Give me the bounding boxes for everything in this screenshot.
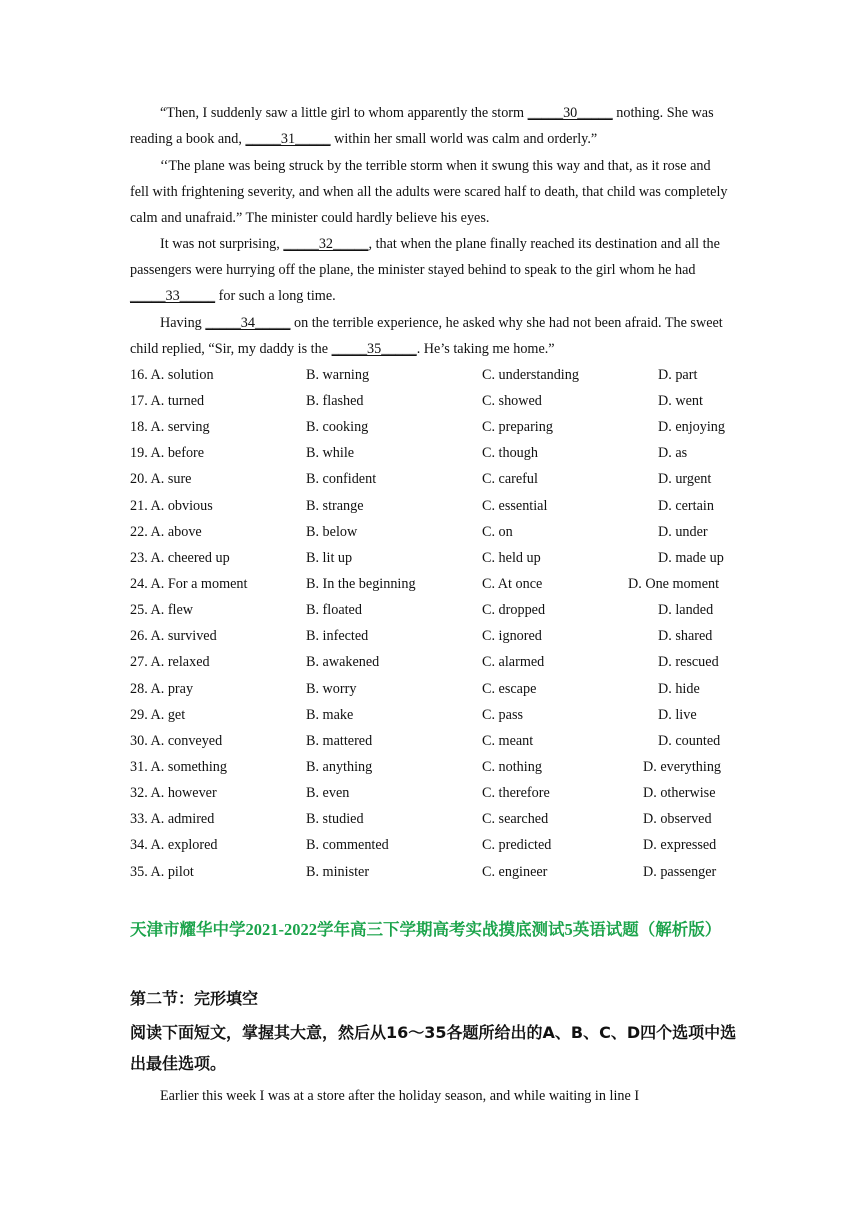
option-c: C. meant	[482, 733, 534, 749]
option-a: 29. A. get	[130, 707, 186, 723]
option-c: C. ignored	[482, 628, 542, 644]
option-c: C. therefore	[482, 785, 550, 801]
option-c: C. predicted	[482, 837, 552, 853]
option-row-24	[130, 571, 750, 597]
option-a: 16. A. solution	[130, 367, 214, 383]
option-d: D. part	[658, 367, 698, 383]
option-c: C. engineer	[482, 864, 548, 880]
option-row-25	[130, 597, 750, 623]
option-row-33	[130, 806, 750, 832]
option-row-17	[130, 388, 750, 414]
option-c: C. understanding	[482, 367, 579, 383]
option-c: C. dropped	[482, 602, 546, 618]
section-heading: 第二节：完形填空	[130, 989, 259, 1008]
blank-30: _____30_____	[527, 105, 613, 121]
option-a: 35. A. pilot	[130, 864, 194, 880]
option-c: C. on	[482, 524, 513, 540]
option-c: C. though	[482, 445, 538, 461]
option-b: B. cooking	[306, 419, 369, 435]
option-row-16	[130, 362, 750, 388]
option-a: 34. A. explored	[130, 837, 218, 853]
p4-text-3: . He’s taking me home.”	[416, 341, 555, 358]
option-d: D. under	[658, 524, 708, 540]
option-b: B. anything	[306, 759, 373, 775]
option-a: 23. A. cheered up	[130, 550, 230, 566]
option-a: 19. A. before	[130, 445, 205, 461]
blank-33: _____33_____	[130, 288, 216, 305]
p3-text-1: It was not surprising,	[160, 236, 284, 252]
option-c: C. escape	[482, 681, 537, 697]
option-row-31	[130, 754, 750, 780]
option-a: 33. A. admired	[130, 811, 215, 827]
paragraph-4	[130, 310, 730, 362]
option-row-21	[130, 493, 750, 519]
option-d: D. went	[658, 393, 703, 409]
option-row-32	[130, 780, 750, 806]
option-c: C. alarmed	[482, 654, 545, 670]
option-d: D. hide	[658, 681, 700, 697]
blank-31: _____31_____	[245, 131, 331, 148]
option-b: B. studied	[306, 811, 364, 827]
option-row-23	[130, 545, 750, 571]
paragraph-2: ‘‘The plane was being struck by the terrible storm when it swung this way and that, as it rose and fell with frightening severity, and when all the adults were scared half to death, that child was completely calm and unafraid.” The minister could hardly believe his eyes.	[130, 158, 728, 227]
option-b: B. make	[306, 707, 354, 723]
option-d: D. as	[658, 445, 688, 461]
option-b: B. awakened	[306, 654, 380, 670]
option-a: 24. A. For a moment	[130, 576, 248, 592]
option-b: B. confident	[306, 471, 377, 487]
passage-first-line: Earlier this week I was at a store after the holiday season, and while waiting in line I	[160, 1088, 640, 1104]
option-d: D. passenger	[643, 864, 717, 880]
exam-title: 天津市耀华中学2021-2022学年高三下学期高考实战摸底测试5英语试题（解析版）	[130, 920, 722, 939]
option-d: D. enjoying	[658, 419, 725, 435]
option-row-30	[130, 728, 750, 754]
option-c: C. held up	[482, 550, 541, 566]
option-d: D. expressed	[643, 837, 717, 853]
option-c: C. pass	[482, 707, 523, 723]
option-d: D. urgent	[658, 471, 712, 487]
option-c: C. essential	[482, 498, 548, 514]
option-row-18	[130, 414, 750, 440]
p1-text-1: “Then, I suddenly saw a little girl to whom apparently the storm	[160, 105, 528, 121]
option-row-26	[130, 623, 750, 649]
option-a: 31. A. something	[130, 759, 227, 775]
option-a: 25. A. flew	[130, 602, 194, 618]
option-c: C. preparing	[482, 419, 553, 435]
blank-34: _____34_____	[205, 315, 291, 331]
option-b: B. strange	[306, 498, 364, 514]
option-a: 18. A. serving	[130, 419, 210, 435]
option-row-29	[130, 702, 750, 728]
option-a: 26. A. survived	[130, 628, 217, 644]
option-b: B. In the beginning	[306, 576, 416, 592]
option-row-28	[130, 676, 750, 702]
option-b: B. below	[306, 524, 358, 540]
option-a: 17. A. turned	[130, 393, 205, 409]
option-d: D. otherwise	[643, 785, 716, 801]
paragraph-1	[130, 100, 730, 152]
option-b: B. infected	[306, 628, 369, 644]
option-c: C. showed	[482, 393, 542, 409]
option-d: D. One moment	[628, 576, 720, 592]
option-d: D. certain	[658, 498, 714, 514]
option-c: C. nothing	[482, 759, 542, 775]
option-d: D. rescued	[658, 654, 719, 670]
p1-text-3: within her small world was calm and orderly.”	[330, 131, 598, 148]
blank-35: _____35_____	[331, 341, 417, 358]
option-b: B. flashed	[306, 393, 364, 409]
option-b: B. while	[306, 445, 355, 461]
option-b: B. worry	[306, 681, 357, 697]
option-row-27	[130, 649, 750, 675]
instruction-text: 阅读下面短文，掌握其大意，然后从16～35各题所给出的A、B、C、D四个选项中选出最佳选项。	[130, 1023, 737, 1073]
option-c: C. searched	[482, 811, 549, 827]
option-b: B. floated	[306, 602, 362, 618]
option-row-22	[130, 519, 750, 545]
p4-text-2: on the terrible experience, he asked why she had not been afraid. The sweet child replied, “Sir, my daddy is the	[130, 315, 723, 358]
option-row-35	[130, 859, 750, 885]
option-row-20	[130, 466, 750, 492]
option-a: 20. A. sure	[130, 471, 192, 487]
option-c: C. careful	[482, 471, 538, 487]
blank-32: _____32_____	[283, 236, 369, 252]
option-d: D. live	[658, 707, 697, 723]
option-d: D. everything	[643, 759, 722, 775]
p1-text-2: nothing. She was reading a book and,	[130, 105, 714, 148]
option-b: B. even	[306, 785, 350, 801]
option-d: D. landed	[658, 602, 714, 618]
p3-text-3: for such a long time.	[215, 288, 336, 305]
p4-text-1: Having	[160, 315, 206, 331]
option-d: D. counted	[658, 733, 721, 749]
option-b: B. commented	[306, 837, 389, 853]
p3-text-2: , that when the plane finally reached its destination and all the passengers were hurrying off the plane, the minister stayed behind to speak to the girl whom he had	[130, 236, 720, 279]
option-d: D. shared	[658, 628, 713, 644]
option-a: 21. A. obvious	[130, 498, 213, 514]
option-a: 27. A. relaxed	[130, 654, 210, 670]
option-b: B. warning	[306, 367, 370, 383]
option-row-34	[130, 832, 750, 858]
option-a: 22. A. above	[130, 524, 202, 540]
option-row-19	[130, 440, 750, 466]
option-d: D. observed	[643, 811, 712, 827]
option-a: 28. A. pray	[130, 681, 194, 697]
option-a: 30. A. conveyed	[130, 733, 223, 749]
option-d: D. made up	[658, 550, 724, 566]
option-a: 32. A. however	[130, 785, 217, 801]
option-b: B. mattered	[306, 733, 373, 749]
option-b: B. lit up	[306, 550, 353, 566]
option-b: B. minister	[306, 864, 370, 880]
option-c: C. At once	[482, 576, 543, 592]
paragraph-3	[130, 231, 730, 310]
